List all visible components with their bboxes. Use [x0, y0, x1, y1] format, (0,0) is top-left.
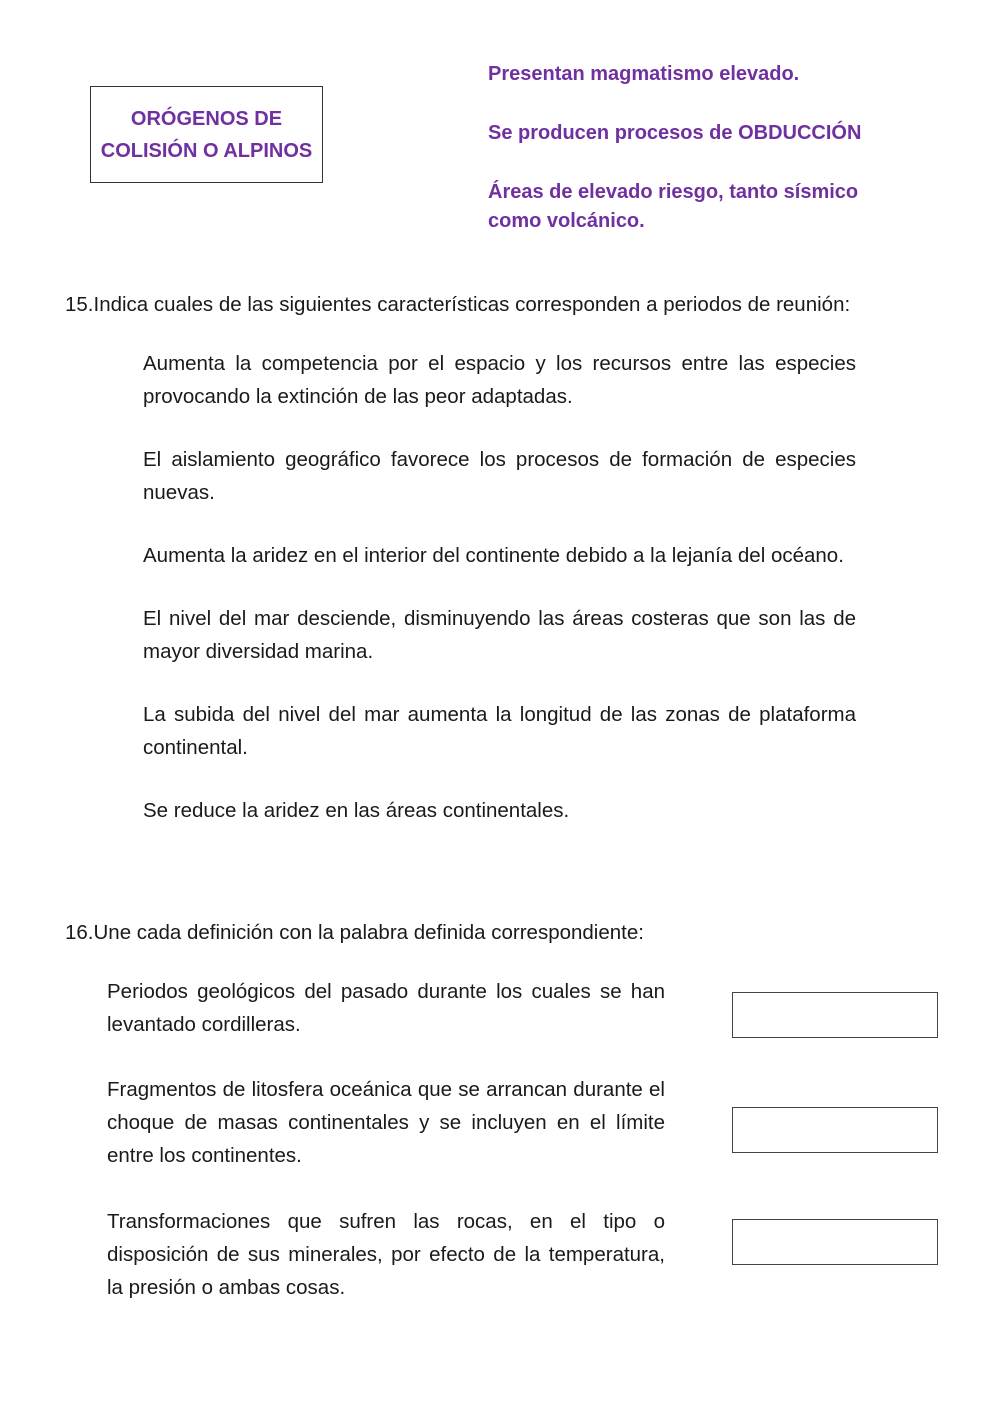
orogen-title-line2: COLISIÓN O ALPINOS [100, 139, 313, 162]
orogen-characteristics-list [488, 60, 908, 266]
definition-text: Periodos geológicos del pasado durante los cuales se han levantado cordilleras. [107, 980, 665, 1036]
definition-text: Transformaciones que sufren las rocas, en el tipo o disposición de sus minerales, por efecto de la temperatura, la presión o ambas cosas. [107, 1210, 665, 1299]
characteristic-item[interactable]: Se producen procesos de OBDUCCIÓN [488, 122, 862, 144]
match-row [107, 975, 939, 1041]
question-15-option[interactable]: El nivel del mar desciende, disminuyendo las áreas costeras que son las de mayor diversidad marina. [143, 607, 856, 663]
question-15-option[interactable]: Aumenta la aridez en el interior del continente debido a la lejanía del océano. [143, 544, 844, 567]
question-15-option[interactable]: La subida del nivel del mar aumenta la longitud de las zonas de plataforma continental. [143, 703, 856, 759]
orogen-title [101, 103, 313, 167]
answer-input[interactable] [732, 1107, 938, 1153]
question-15-prompt: 15.Indica cuales de las siguientes características corresponden a periodos de reunión: [65, 293, 851, 316]
match-row [107, 1205, 939, 1304]
orogen-title-box[interactable] [90, 86, 323, 183]
definition-text: Fragmentos de litosfera oceánica que se arrancan durante el choque de masas continentales y se incluyen en el límite entre los continentes. [107, 1078, 665, 1167]
question-15-option[interactable]: El aislamiento geográfico favorece los procesos de formación de especies nuevas. [143, 448, 856, 504]
characteristic-item[interactable]: Áreas de elevado riesgo, tanto sísmico como volcánico. [488, 181, 859, 232]
orogen-title-line1: ORÓGENOS DE [130, 107, 283, 130]
question-15-option[interactable]: Aumenta la competencia por el espacio y los recursos entre las especies provocando la extinción de las peor adaptadas. [143, 352, 856, 408]
characteristic-item[interactable]: Presentan magmatismo elevado. [488, 63, 800, 85]
question-15-options [143, 347, 856, 857]
question-16-prompt: 16.Une cada definición con la palabra definida correspondiente: [65, 921, 644, 944]
answer-input[interactable] [732, 992, 938, 1038]
match-row [107, 1073, 939, 1172]
answer-input[interactable] [732, 1219, 938, 1265]
question-15-option[interactable]: Se reduce la aridez en las áreas continentales. [143, 799, 570, 822]
